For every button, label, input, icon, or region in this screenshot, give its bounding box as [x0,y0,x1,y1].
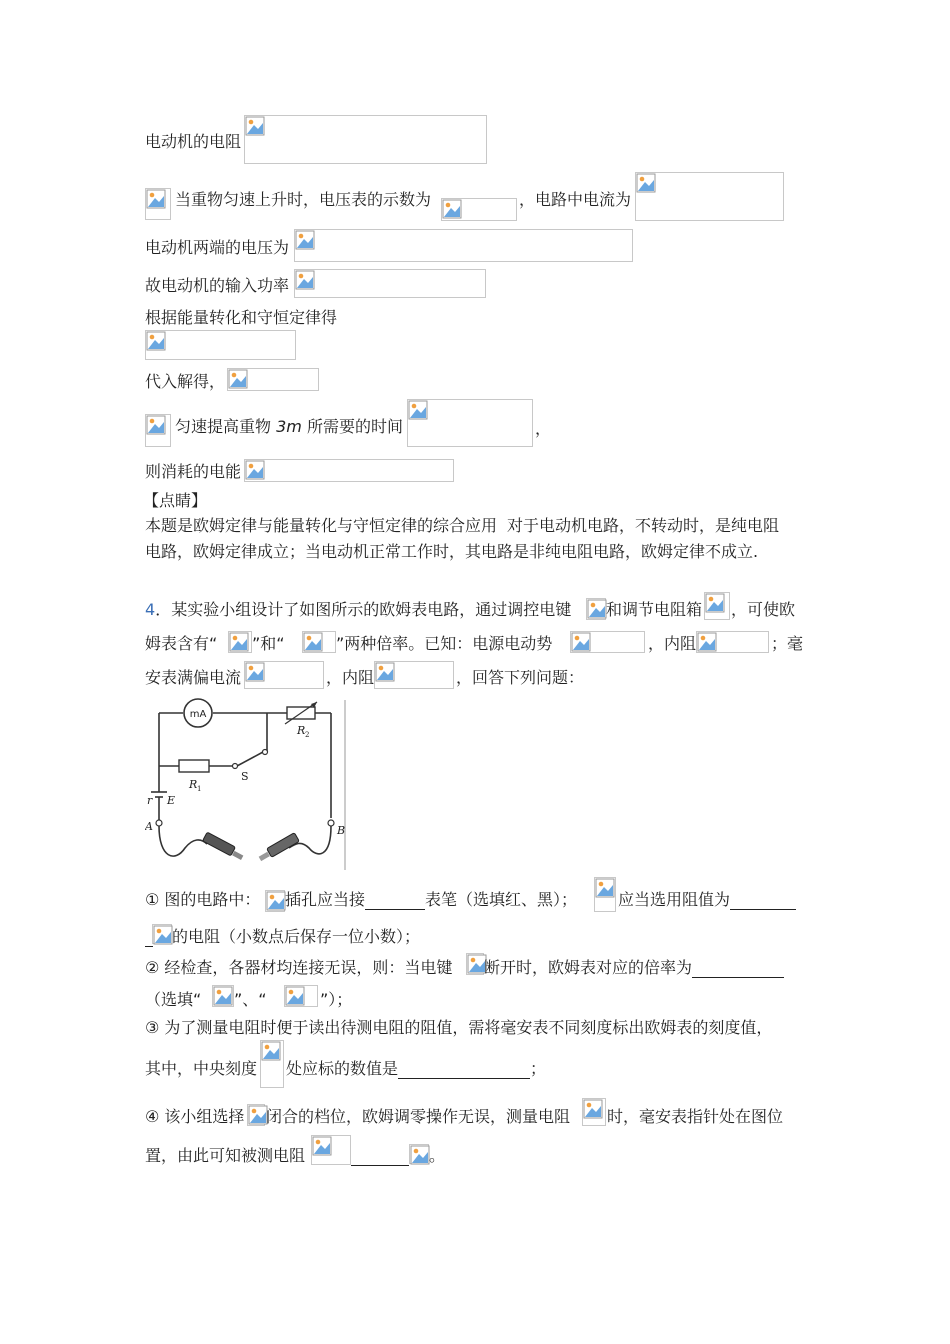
r1-label: R [189,778,198,791]
energy-line [145,462,241,482]
broken-image-icon [248,1105,268,1125]
text: 其中，中央刻度 [145,1059,258,1078]
q-sub2-line2c [320,990,352,1010]
q-sub1-line2b [172,927,420,947]
emf-label: E [167,794,176,807]
text: 处应标的数值是 [286,1059,399,1078]
broken-image-icon [153,925,173,945]
text: ，内阻 [648,634,697,653]
switch-contact [263,750,268,755]
formula-image [228,631,252,653]
text: ，内阻 [326,668,375,687]
broken-image-icon [213,986,233,1006]
q4-line3b [326,668,374,688]
text: ”两种倍率。已知：电源电动势 [336,634,553,653]
terminal-a [156,820,162,826]
input-power-line [145,276,289,296]
broken-image-icon [410,1145,430,1165]
terminal-b-label: B [337,824,346,837]
meter-label: mA [189,709,207,720]
text: 表笔（选填红、黑）； [425,890,578,909]
distance: 3m [276,417,302,436]
text: 所需要的时间 [306,417,403,436]
q-sub1-line1 [145,890,260,910]
broken-image-icon [245,662,265,682]
text: ② 经检查，各器材均连接无误，则：当电键 [145,958,453,977]
q-sub4-line2c [429,1146,445,1166]
text: ，可使欧 [731,600,796,619]
formula-image [407,399,533,447]
text: ，电路中电流为 [519,190,632,209]
q4-line2b [252,634,285,654]
broken-image-icon [375,662,395,682]
q-sub2-line1b [484,958,784,978]
broken-image-icon [595,878,615,898]
text: 插孔应当接 [285,890,366,909]
answer-blank[interactable] [351,1149,409,1166]
formula-image [145,330,296,360]
text: ”、“ [234,990,267,1009]
broken-image-icon [146,415,166,435]
broken-image-icon [705,593,725,613]
formula-image [696,631,769,653]
text: ”和“ [252,634,285,653]
broken-image-icon [261,1041,281,1061]
formula-image [635,172,784,221]
text: 【点睛】 [143,491,208,510]
text: 故电动机的输入功率 [145,276,290,295]
q-sub3-line1 [145,1018,772,1038]
broken-image-icon [285,986,305,1006]
terminal-b [328,820,334,826]
q-sub2-line2b [234,990,267,1010]
formula-image [145,414,171,447]
formula-image [374,661,454,689]
broken-image-icon [228,369,248,389]
dianjing-line2 [145,542,758,562]
q4-line2e [771,634,803,654]
text: ③ 为了测量电阻时便于读出待测电阻的阻值，需将毫安表不同刻度标出欧姆表的刻度值， [145,1018,773,1037]
current-line [519,190,631,210]
formula-image [311,1135,351,1165]
formula-image [244,661,324,689]
text: ④ 该小组选择 [145,1107,245,1126]
formula-image [594,877,616,912]
broken-image-icon [442,199,462,219]
broken-image-icon [571,632,591,652]
text: ① 图的电路中： [145,890,261,909]
formula-image [265,890,285,912]
formula-image [152,924,172,944]
text: ．某实验小组设计了如图所示的欧姆表电路，通过调控电键 [155,600,572,619]
voltage-line [175,190,431,210]
terminal-a-label: A [145,820,153,833]
r1-subscript: 1 [197,785,202,793]
broken-image-icon [303,632,323,652]
text: （选填“ [145,990,202,1009]
broken-image-icon [229,632,249,652]
switch-contact [233,764,238,769]
formula-image [586,598,606,620]
broken-image-icon [636,173,656,193]
text: ； [530,1059,547,1078]
motor-voltage-line [145,238,289,258]
q4-line2d [648,634,696,654]
q4-line2c [336,634,552,654]
broken-image-icon [583,1099,603,1119]
q-sub4-line1b [266,1107,570,1127]
text: 应当选用阻值为 [618,890,731,909]
text: 电路，欧姆定律成立；当电动机正常工作时，其电路是非纯电阻电路，欧姆定律不成立. [145,542,759,561]
text: 安表满偏电流 [145,668,242,687]
q-sub1-line1b [285,890,577,910]
broken-image-icon [266,891,286,911]
q4-line3 [145,668,241,688]
q4-line1c [731,600,795,620]
text: 。 [429,1146,446,1165]
text: 置，由此可知被测电阻 [145,1146,306,1165]
text: 本题是欧姆定律与能量转化与守恒定律的综合应用 [145,516,498,535]
q-sub4-line2 [145,1146,305,1166]
formula-image [570,631,645,653]
broken-image-icon [146,189,166,209]
formula-image [441,198,517,221]
broken-image-icon [295,270,315,290]
q-sub4-line1c [607,1107,783,1127]
text: 电动机的电阻 [145,132,242,151]
text: 当重物匀速上升时，电压表的示数为 [175,190,432,209]
formula-image [260,1040,284,1088]
broken-image-icon [587,599,607,619]
text: 断开时，欧姆表对应的倍率为 [484,958,693,977]
answer-blank[interactable] [730,893,796,910]
dianjing-heading [143,491,207,511]
text: 对于电动机电路，不转动时，是纯电阻 [507,516,780,535]
time-line [175,417,403,437]
internal-resistance-label: r [147,794,153,807]
dianjing-line1 [145,516,779,536]
text: 时，毫安表指针处在图位 [607,1107,784,1126]
broken-image-icon [245,460,265,480]
ohmmeter-circuit-diagram [145,698,355,872]
q4-line1b [606,600,702,620]
text: 的电阻（小数点后保存一位小数）； [172,927,421,946]
q-sub3-line2 [145,1059,257,1079]
text: 匀速提高重物 [175,417,272,436]
broken-image-icon [312,1136,332,1156]
q-sub1-line1c [618,890,796,910]
formula-image [212,985,234,1007]
resistor-r1 [179,760,209,772]
formula-image [284,985,318,1007]
formula-image [227,368,319,391]
broken-image-icon [408,400,428,420]
formula-image [247,1104,265,1126]
q-sub4-line1 [145,1107,244,1127]
q-sub3-line2b [286,1059,546,1079]
text: 代入解得， [145,372,226,391]
text: ， [535,419,552,438]
text: ，回答下列问题： [456,668,585,687]
answer-blank[interactable] [692,961,784,978]
q4-line2 [145,634,217,654]
q4-line3c [456,668,584,688]
formula-image [244,459,454,482]
motor-resistance-line [145,132,241,152]
formula-image [294,269,486,298]
text: 电动机两端的电压为 [145,238,290,257]
text: ；毫 [771,634,804,653]
solve-line [145,372,225,392]
text: ”）； [320,990,353,1009]
q4-line1 [145,600,571,620]
text: 闭合的档位，欧姆调零操作无误，测量电阻 [266,1107,571,1126]
text: 姆表含有“ [145,634,218,653]
text: 则消耗的电能 [145,462,242,481]
q-sub2-line2 [145,990,201,1010]
q-sub4-line2b [351,1146,409,1166]
switch-label: S [241,770,249,783]
formula-image [409,1144,429,1164]
text: 和调节电阻箱 [606,600,703,619]
formula-image [294,229,633,262]
formula-image [302,631,336,653]
probe-left [203,832,244,860]
probe-right [259,833,300,861]
r2-label: R [297,724,306,737]
answer-blank[interactable] [365,893,425,910]
formula-image [466,953,484,975]
broken-image-icon [697,632,717,652]
comma [535,419,551,439]
formula-image [244,115,487,164]
broken-image-icon [245,116,265,136]
formula-image [145,188,171,220]
broken-image-icon [146,331,166,351]
energy-conservation-line [145,308,337,328]
text: 根据能量转化和守恒定律得 [145,308,338,327]
broken-image-icon [295,230,315,250]
r2-subscript: 2 [305,731,310,739]
q-sub2-line1 [145,958,452,978]
formula-image [582,1098,606,1126]
question-number: 4 [145,600,156,619]
answer-blank[interactable] [398,1062,530,1079]
formula-image [704,592,730,620]
